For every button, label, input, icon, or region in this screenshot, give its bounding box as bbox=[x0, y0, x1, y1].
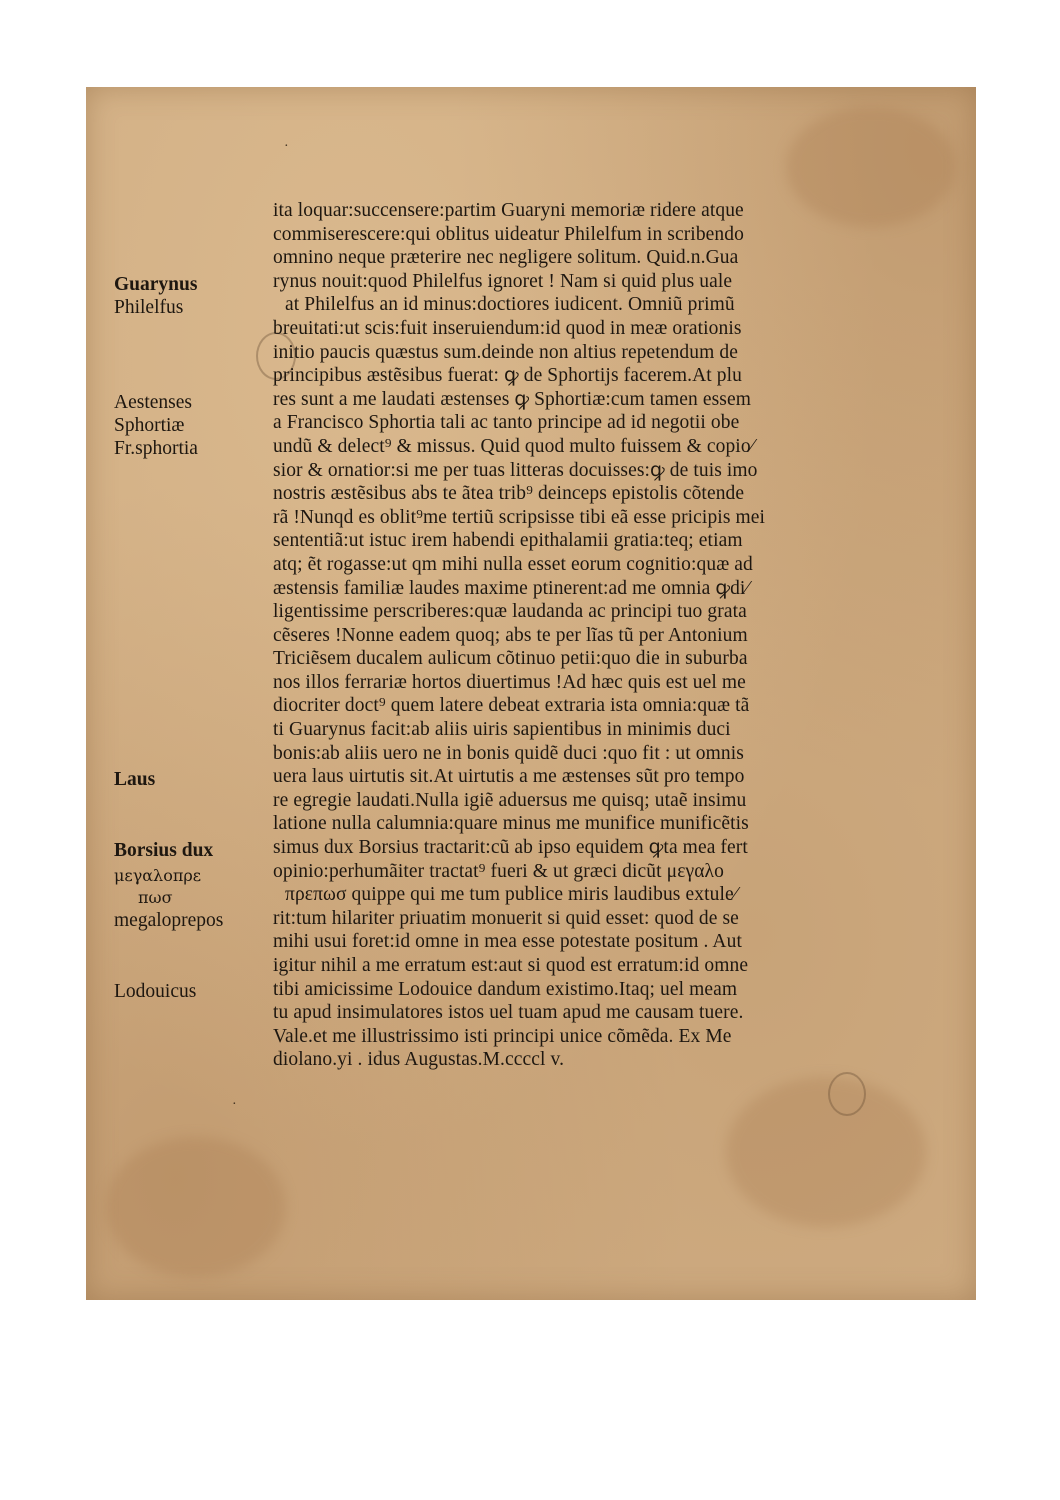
text-line: Vale.et me illustrissimo isti principi unice cõmẽda. Ex Me bbox=[273, 1025, 732, 1047]
text-line: res sunt a me laudati æstenses ꝙ Sphortiæ:cum tamen essem bbox=[273, 388, 751, 410]
margin-note-greek: πωσ bbox=[138, 888, 173, 907]
manuscript-page bbox=[86, 87, 976, 1300]
text-line: initio paucis quæstus sum.deinde non altius repetendum de bbox=[273, 341, 738, 363]
margin-note-laus: Laus bbox=[114, 769, 156, 790]
margin-note-philelfus: Philelfus bbox=[114, 297, 184, 318]
text-line: mihi usui foret:id omne in mea esse potestate positum . Aut bbox=[273, 931, 742, 953]
text-line: nostris æstẽsibus abs te ãtea trib⁹ deinceps epistolis cõtende bbox=[273, 483, 745, 505]
text-line: simus dux Borsius tractarit:cũ ab ipso equidem ꝙta mea fert bbox=[273, 837, 748, 859]
text-line: atq; ẽt rogasse:ut qm mihi nulla esset eorum cognitio:quæ ad bbox=[273, 553, 753, 575]
margin-note-fr-sphortia: Fr.sphortia bbox=[114, 438, 198, 459]
page-stain bbox=[106, 1137, 286, 1277]
text-line: ita loquar:succensere:partim Guaryni memoriæ ridere atque bbox=[273, 200, 744, 221]
text-line: rit:tum hilariter priuatim monuerit si quid esset: quod de se bbox=[273, 907, 739, 929]
text-line: diolano.yi . idus Augustas.M.ccccl v. bbox=[273, 1049, 565, 1071]
margin-note-borsius-dux: Borsius dux bbox=[114, 840, 214, 861]
text-line: at Philelfus an id minus:doctiores iudicent. Omniũ primũ bbox=[285, 294, 735, 316]
text-line: cẽseres !Nonne eadem quoq; abs te per lĩas tũ per Antonium bbox=[273, 624, 748, 646]
margin-note-sphortiae: Sphortiæ bbox=[114, 415, 185, 436]
margin-note-greek: μεγαλοπρε bbox=[114, 866, 202, 885]
page-stain bbox=[726, 1077, 926, 1227]
text-line: latione nulla calumnia:quare minus me munifice munificẽtis bbox=[273, 813, 749, 835]
page-mark: · bbox=[284, 139, 289, 154]
text-line: breuitati:ut scis:fuit inseruiendum:id quod in meæ orationis bbox=[273, 317, 742, 339]
text-line: sior & ornatior:si me per tuas litteras docuisses:ꝙ de tuis imo bbox=[273, 459, 758, 481]
text-line: opinio:perhumãiter tractat⁹ fueri & ut græci dicũt μεγαλο bbox=[273, 860, 724, 882]
text-line: ligentissime perscriberes:quæ laudanda ac principi tuo grata bbox=[273, 601, 747, 623]
text-line: omnino neque præterire nec negligere solitum. Quid.n.Gua bbox=[273, 247, 739, 269]
text-line: πρεπωσ quippe qui me tum publice miris laudibus extule⁄ bbox=[285, 884, 738, 906]
text-line: tibi amicissime Lodouice dandum existimo.Itaq; uel meam bbox=[273, 978, 738, 1000]
text-line: commiserescere:qui oblitus uideatur Philelfum in scribendo bbox=[273, 223, 744, 245]
text-line: rynus nouit:quod Philelfus ignoret ! Nam si quid plus uale bbox=[273, 270, 733, 292]
text-line: igitur nihil a me erratum est:aut si quod est erratum:id omne bbox=[273, 955, 749, 976]
margin-note-aestenses: Aestenses bbox=[114, 392, 192, 413]
text-line: re egregie laudati.Nulla igiẽ aduersus me quisq; utaẽ insimu bbox=[273, 789, 747, 811]
text-line: a Francisco Sphortia tali ac tanto principe ad id negotii obe bbox=[273, 412, 740, 434]
margin-note-guarynus: Guarynus bbox=[114, 274, 198, 295]
margin-note-megaloprepos: megaloprepos bbox=[114, 910, 224, 931]
library-stamp bbox=[828, 1072, 866, 1116]
text-line: tu apud insimulatores istos uel tuam apud me causam tuere. bbox=[273, 1002, 744, 1024]
text-line: Triciẽsem ducalem aulicum cõtinuo petii:quo die in suburba bbox=[273, 648, 748, 670]
text-line: rã !Nunqd es oblit⁹me tertiũ scripsisse tibi eã esse pricipis mei bbox=[273, 506, 766, 528]
text-line: sententiã:ut istuc irem habendi epithalamii gratia:teq; etiam bbox=[273, 530, 743, 552]
page-mark: · bbox=[232, 1097, 237, 1112]
main-text-block bbox=[273, 199, 973, 1072]
margin-note-lodouicus: Lodouicus bbox=[114, 981, 197, 1002]
text-line: bonis:ab aliis uero ne in bonis quidẽ duci :quo fit : ut omnis bbox=[273, 742, 744, 764]
text-line: æstensis familiæ laudes maxime ptinerent:ad me omnia ꝙdi⁄ bbox=[273, 577, 749, 599]
text-line: principibus æstẽsibus fuerat: ꝙ de Sphortijs facerem.At plu bbox=[273, 365, 742, 387]
text-line: diocriter doct⁹ quem latere debeat extraria ista omnia:quæ tã bbox=[273, 695, 750, 717]
text-line: undũ & delect⁹ & missus. Quid quod multo fuissem & copio⁄ bbox=[273, 435, 755, 457]
text-line: nos illos ferrariæ hortos diuertimus !Ad hæc quis est uel me bbox=[273, 671, 746, 693]
text-line: ti Guarynus facit:ab aliis uiris sapientibus in minimis duci bbox=[273, 719, 731, 741]
text-line: uera laus uirtutis sit.At uirtutis a me æstenses sũt pro tempo bbox=[273, 766, 745, 788]
